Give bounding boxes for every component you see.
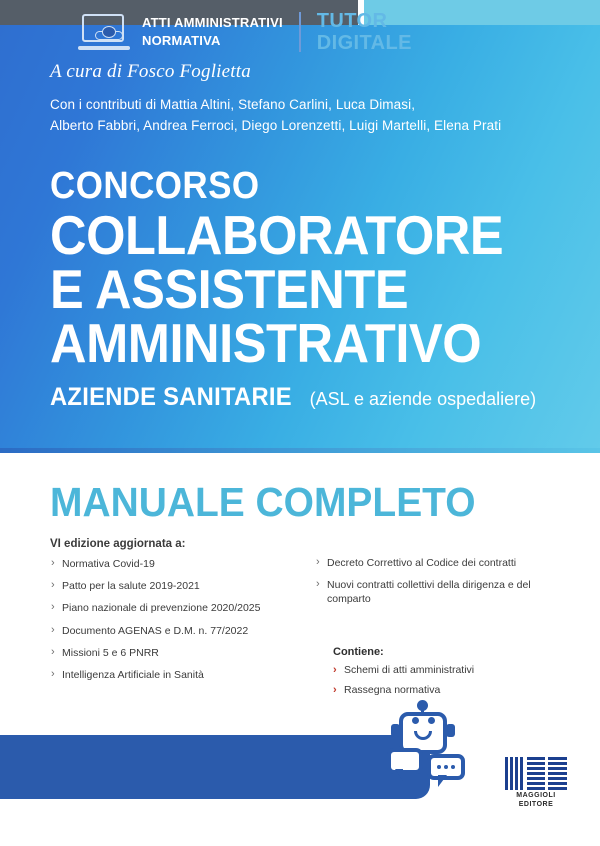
main-title-line-2: E ASSISTENTE [50, 257, 409, 320]
list-item: › Intelligenza Artificiale in Sanità [50, 668, 300, 682]
robot-icon [385, 704, 469, 790]
list-item: › Documento AGENAS e D.M. n. 77/2022 [50, 624, 300, 638]
logo-bar-1 [505, 757, 524, 790]
logo-bar-2 [527, 757, 546, 790]
robot-antenna [421, 704, 424, 712]
edition-left-column [50, 538, 300, 690]
section-title: MANUALE COMPLETO [50, 479, 476, 525]
main-title-line-3: AMMINISTRATIVO [50, 311, 482, 374]
banner-right-text [317, 10, 412, 54]
robot-eye-right [428, 717, 435, 724]
edition-right-list [315, 556, 570, 607]
laptop-cloud-icon [78, 12, 130, 52]
subtitle-parenthetical: (ASL e aziende ospedaliere) [309, 388, 537, 409]
edition-left-list [50, 557, 300, 682]
edition-right-column [315, 556, 570, 615]
list-item: › Missioni 5 e 6 PNRR [50, 646, 300, 660]
logo-bar-3 [548, 757, 567, 790]
publisher-logo [505, 757, 567, 810]
cloud-shape [95, 26, 123, 40]
title-kicker: CONCORSO [50, 164, 260, 207]
contiene-list [315, 664, 565, 697]
bubble-dot [437, 765, 441, 769]
list-item: › Nuovi contratti collettivi della dirigenza e del comparto [315, 578, 570, 606]
publisher-name-line-2: EDITORE [518, 800, 554, 808]
list-item: › Piano nazionale di prevenzione 2020/2025 [50, 601, 300, 615]
subtitle [50, 383, 570, 412]
list-item: › Rassegna normativa [333, 684, 565, 698]
list-item: › Normativa Covid-19 [50, 557, 300, 571]
main-title-line-1: COLLABORATORE [50, 203, 504, 266]
publisher-name [505, 792, 567, 810]
banner-left-line-1: ATTI AMMINISTRATIVI [142, 15, 283, 31]
bubble-dot [444, 765, 448, 769]
banner-divider [299, 12, 301, 52]
hero-content [50, 25, 570, 412]
banner-right-line-2: DIGITALE [316, 32, 412, 54]
laptop-screen-shape [82, 14, 124, 42]
bubble-dot [451, 765, 455, 769]
digital-resources-banner [0, 735, 430, 799]
speech-bubble-left-icon [387, 748, 423, 774]
list-item: › Decreto Correttivo al Codice dei contratti [315, 556, 570, 570]
speech-bubble-right-icon [427, 754, 465, 780]
banner-content [78, 0, 412, 64]
publisher-mark-icon [505, 757, 567, 790]
contiene-title: Contiene: [333, 646, 384, 658]
subtitle-main: AZIENDE SANITARIE [50, 382, 292, 411]
edition-heading: VI edizione aggiornata a: [50, 538, 186, 550]
banner-left-text [142, 14, 283, 49]
list-item: › Schemi di atti amministrativi [333, 664, 565, 678]
robot-eye-left [412, 717, 419, 724]
banner-right-line-1: TUTOR [316, 10, 388, 32]
contributors-line-2: Alberto Fabbri, Andrea Ferroci, Diego Lorenzetti, Luigi Martelli, Elena Prati [50, 117, 502, 133]
banner-left-line-2: NORMATIVA [142, 33, 221, 48]
contiene-box [315, 646, 565, 703]
robot-ear-right [446, 724, 455, 737]
main-title [50, 203, 528, 374]
editor-byline: A cura di Fosco Foglietta [50, 61, 251, 82]
contributors-byline [50, 95, 560, 137]
publisher-name-line-1: MAGGIOLI [516, 792, 556, 799]
list-item: › Patto per la salute 2019-2021 [50, 579, 300, 593]
hero-panel [0, 25, 600, 453]
laptop-base-shape [78, 46, 130, 50]
contributors-line-1: Con i contributi di Mattia Altini, Stefano Carlini, Luca Dimasi, [50, 97, 416, 112]
